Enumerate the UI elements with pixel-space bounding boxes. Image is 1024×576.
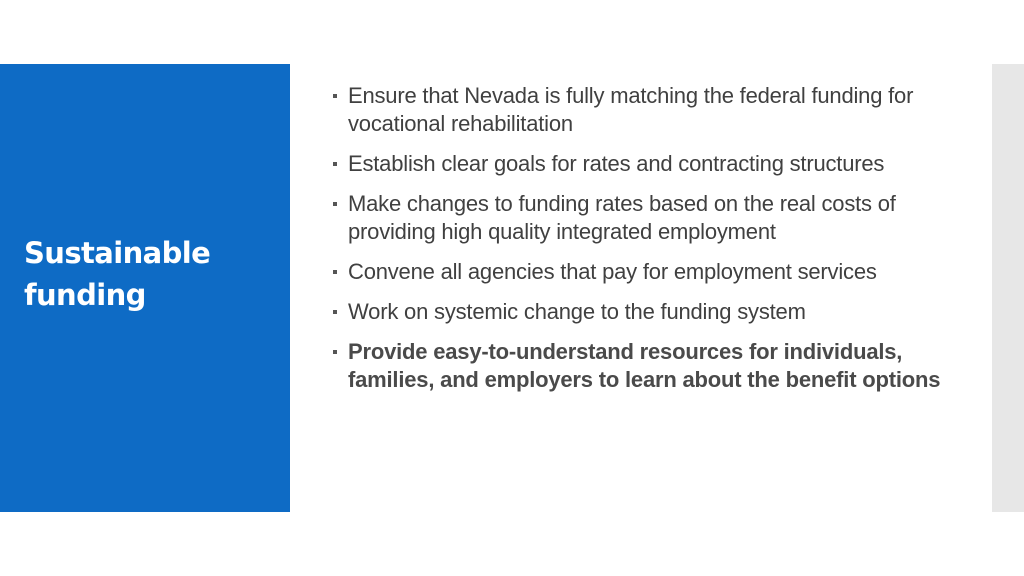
bullet-item xyxy=(333,82,943,138)
bullet-list xyxy=(333,82,943,406)
bullet-text: Provide easy-to-understand resources for individuals, families, and employers to learn about the benefit options xyxy=(348,339,941,392)
bullet-dot-icon xyxy=(333,350,337,354)
right-side-bar xyxy=(992,64,1024,512)
bullet-dot-icon xyxy=(333,162,337,166)
slide-title xyxy=(24,232,274,316)
bullet-item xyxy=(333,190,943,246)
bullet-dot-icon xyxy=(333,94,337,98)
bullet-dot-icon xyxy=(333,270,337,274)
bullet-dot-icon xyxy=(333,202,337,206)
slide-title-line-1: Sustainable xyxy=(24,236,211,270)
bullet-text: Ensure that Nevada is fully matching the federal funding for vocational rehabilitation xyxy=(348,83,914,136)
bullet-text: Convene all agencies that pay for employment services xyxy=(348,259,877,284)
bullet-item xyxy=(333,150,943,178)
bullet-text: Establish clear goals for rates and contracting structures xyxy=(348,151,885,176)
slide-title-line-2: funding xyxy=(24,278,146,312)
bullet-dot-icon xyxy=(333,310,337,314)
bullet-item xyxy=(333,298,943,326)
bullet-text: Work on systemic change to the funding system xyxy=(348,299,806,324)
bullet-text: Make changes to funding rates based on the real costs of providing high quality integrated employment xyxy=(348,191,896,244)
bullet-item xyxy=(333,258,943,286)
bullet-item-emphasized xyxy=(333,338,943,394)
